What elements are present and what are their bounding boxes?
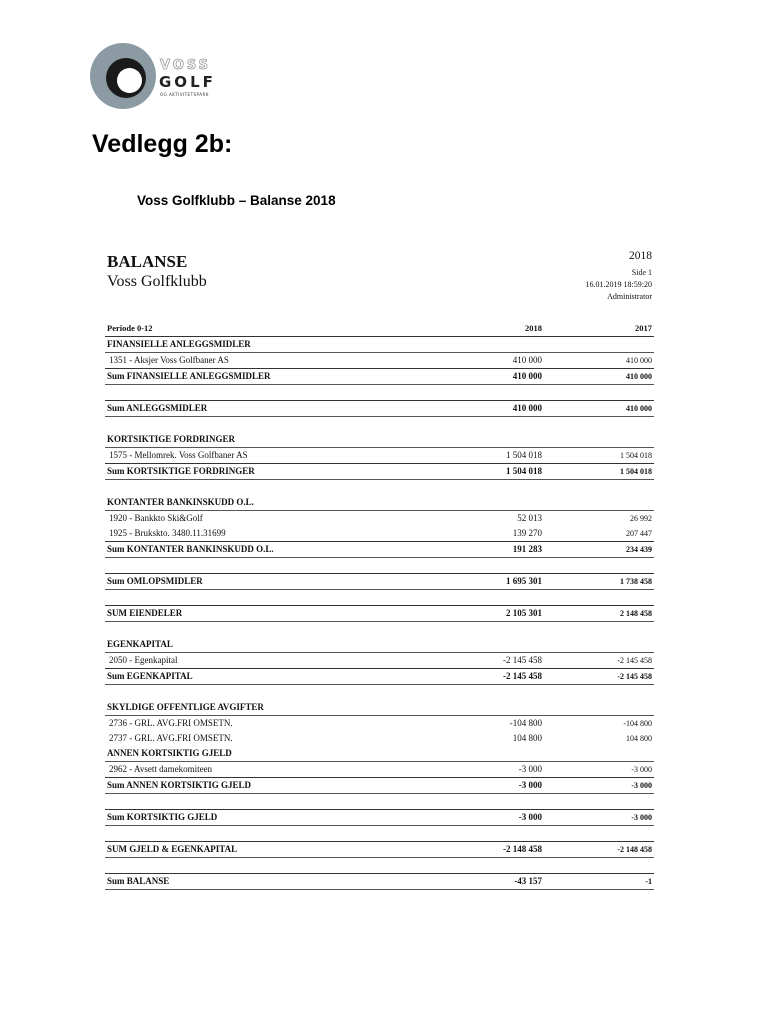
row-label: Sum EGENKAPITAL [107, 671, 193, 681]
value-2017: 26 992 [630, 514, 652, 523]
table-row [105, 511, 654, 526]
section-heading [105, 637, 654, 653]
row-label: Sum FINANSIELLE ANLEGGSMIDLER [107, 371, 271, 381]
spacer [105, 385, 654, 400]
value-2018: 2 105 301 [506, 608, 542, 618]
value-2017: -3 000 [631, 781, 652, 790]
row-label: 1920 - Bankkto Ski&Golf [109, 513, 203, 523]
value-2018: 139 270 [512, 528, 542, 538]
spacer [105, 826, 654, 841]
value-2017: 234 439 [626, 545, 652, 554]
row-label: 2962 - Avsett damekomiteen [109, 764, 213, 774]
spacer [105, 622, 654, 637]
value-2018: 1 504 018 [506, 466, 542, 476]
spacer [105, 858, 654, 873]
spacer [105, 590, 654, 605]
row-label: 1925 - Bruksktο. 3480.11.31699 [109, 528, 226, 538]
table-row [105, 716, 654, 731]
spacer [105, 417, 654, 432]
spacer [105, 794, 654, 809]
value-2018: -2 148 458 [503, 844, 542, 854]
value-2017: 410 000 [626, 356, 652, 365]
logo-text-golf: GOLF [159, 73, 216, 91]
value-2018: -43 157 [514, 876, 542, 886]
sum-row [105, 777, 654, 794]
spacer [105, 558, 654, 573]
value-2018: 410 000 [512, 403, 542, 413]
sum-row [105, 463, 654, 480]
value-2018: 52 013 [517, 513, 542, 523]
value-2018: -2 145 458 [503, 671, 542, 681]
value-2017: 1 504 018 [620, 467, 652, 476]
value-2018: 191 283 [512, 544, 542, 554]
logo-highlight [117, 68, 142, 93]
table-header [105, 321, 654, 337]
balance-table [105, 321, 654, 890]
section-heading [105, 700, 654, 716]
section-heading [105, 495, 654, 511]
table-row [105, 526, 654, 541]
row-label: 1575 - Mellomrek. Voss Golfbaner AS [109, 450, 248, 460]
row-label: KORTSIKTIGE FORDRINGER [107, 434, 235, 444]
value-2018: -2 145 458 [503, 655, 542, 665]
value-2017: 104 800 [626, 734, 652, 743]
value-2018: 410 000 [512, 371, 542, 381]
value-2017: 2 148 458 [620, 609, 652, 618]
row-label: SKYLDIGE OFFENTLIGE AVGIFTER [107, 702, 264, 712]
row-label: 2737 - GRL. AVG.FRI OMSETN. [109, 733, 233, 743]
report-title: BALANSE [107, 252, 188, 271]
row-label: 1351 - Aksjer Voss Golfbaner AS [109, 355, 229, 365]
column-2018: 2018 [525, 323, 542, 333]
value-2018: -3 000 [518, 812, 542, 822]
report-user: Administrator [607, 292, 652, 301]
report-timestamp: 16.01.2019 18:59:20 [585, 280, 652, 289]
value-2017: -1 [645, 877, 652, 886]
row-label: SUM GJELD & EGENKAPITAL [107, 844, 238, 854]
table-row [105, 653, 654, 668]
row-label: KONTANTER BANKINSKUDD O.L. [107, 497, 254, 507]
value-2017: 410 000 [626, 404, 652, 413]
table-row [105, 448, 654, 463]
row-label: Sum ANNEN KORTSIKTIG GJELD [107, 780, 251, 790]
golf-ball-icon [106, 58, 146, 98]
section-heading [105, 337, 654, 353]
table-row [105, 731, 654, 746]
column-2017: 2017 [635, 323, 652, 333]
value-2018: 410 000 [512, 355, 542, 365]
value-2018: 1 695 301 [506, 576, 542, 586]
value-2017: -2 145 458 [617, 656, 652, 665]
row-label: SUM EIENDELER [107, 608, 183, 618]
row-label: ANNEN KORTSIKTIG GJELD [107, 748, 232, 758]
total-row [105, 400, 654, 417]
section-heading [105, 746, 654, 762]
report-year: 2018 [629, 250, 652, 262]
total-row [105, 873, 654, 890]
row-label: Sum BALANSE [107, 876, 170, 886]
total-row [105, 809, 654, 826]
table-row [105, 762, 654, 777]
value-2017: -2 145 458 [617, 672, 652, 681]
row-label: Sum KORTSIKTIG GJELD [107, 812, 218, 822]
logo-text-sub: OG AKTIVITETSPARK [160, 92, 209, 97]
value-2018: -3 000 [518, 764, 542, 774]
table-row [105, 353, 654, 368]
spacer [105, 480, 654, 495]
total-row [105, 573, 654, 590]
sum-row [105, 541, 654, 558]
total-row [105, 841, 654, 858]
value-2018: 104 800 [512, 733, 542, 743]
row-label: Sum ANLEGGSMIDLER [107, 403, 208, 413]
value-2017: -3 000 [631, 813, 652, 822]
row-label: Sum KONTANTER BANKINSKUDD O.L. [107, 544, 274, 554]
document-heading: Vedlegg 2b: [92, 130, 233, 158]
value-2017: 1 504 018 [620, 451, 652, 460]
report-meta [586, 267, 652, 303]
column-period: Periode 0-12 [107, 323, 153, 333]
logo-text-voss: VOSS [160, 58, 212, 73]
row-label: 2050 - Egenkapital [109, 655, 178, 665]
row-label: Sum OMLOPSMIDLER [107, 576, 203, 586]
value-2018: -104 800 [509, 718, 542, 728]
report-organization: Voss Golfklubb [107, 273, 207, 290]
row-label: 2736 - GRL. AVG.FRI OMSETN. [109, 718, 233, 728]
row-label: Sum KORTSIKTIGE FORDRINGER [107, 466, 255, 476]
value-2017: 1 738 458 [620, 577, 652, 586]
value-2017: -3 000 [631, 765, 652, 774]
value-2017: -104 800 [623, 719, 652, 728]
row-label: FINANSIELLE ANLEGGSMIDLER [107, 339, 251, 349]
sum-row [105, 368, 654, 385]
logo-circle-icon [90, 43, 156, 109]
spacer [105, 685, 654, 700]
report-page: Side 1 [631, 268, 652, 277]
row-label: EGENKAPITAL [107, 639, 173, 649]
section-heading [105, 432, 654, 448]
voss-golf-logo [90, 43, 230, 113]
value-2017: 207 447 [626, 529, 652, 538]
total-row [105, 605, 654, 622]
value-2018: -3 000 [518, 780, 542, 790]
document-subtitle: Voss Golfklubb – Balanse 2018 [137, 193, 336, 208]
value-2017: -2 148 458 [617, 845, 652, 854]
sum-row [105, 668, 654, 685]
value-2017: 410 000 [626, 372, 652, 381]
value-2018: 1 504 018 [506, 450, 542, 460]
